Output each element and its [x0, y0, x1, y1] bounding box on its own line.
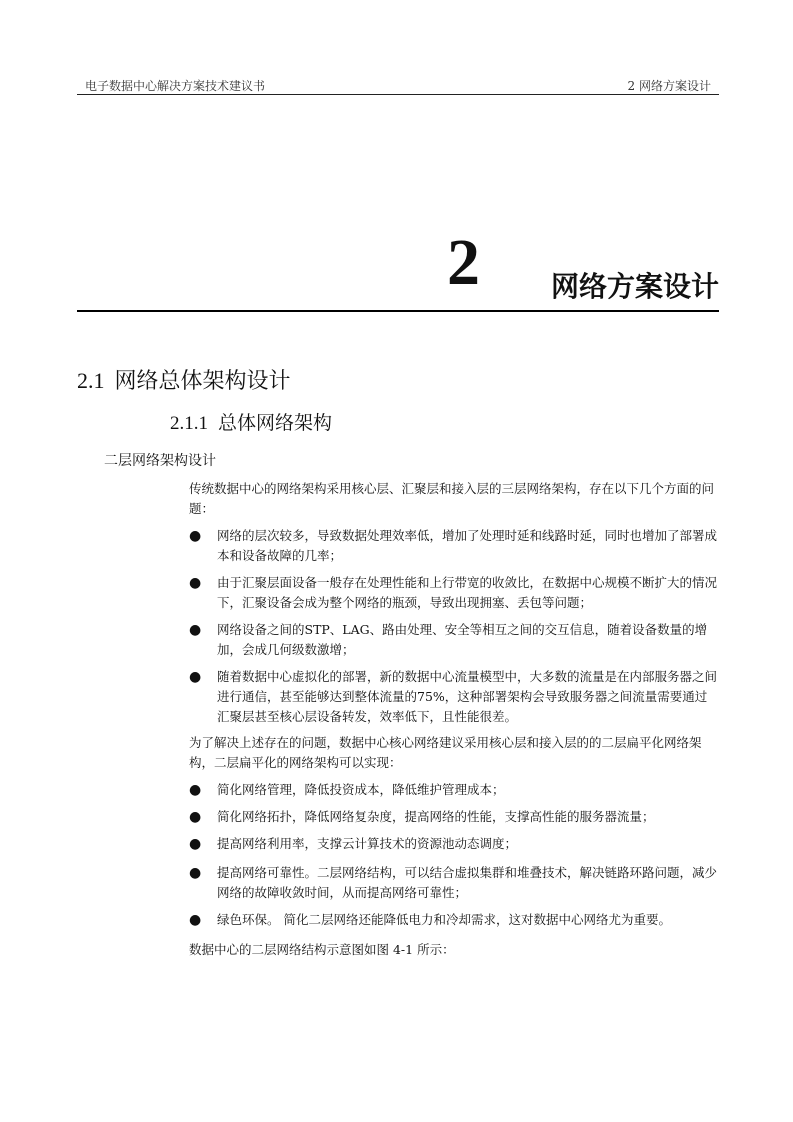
bullet-icon: ● — [189, 836, 202, 852]
header-chapter-title: 2 网络方案设计 — [627, 79, 711, 93]
section-number: 2.1 — [77, 368, 105, 393]
bullet-icon: ● — [189, 865, 202, 881]
section-title: 网络总体架构设计 — [114, 369, 291, 394]
header-doc-title: 电子数据中心解决方案技术建议书 — [85, 79, 266, 93]
list-item-text: 网络设备之间的STP、LAG、路由处理、安全等相互之间的交互信息，随着设备数量的增加，会成几何级数激增； — [217, 622, 708, 657]
list-item-text: 绿色环保。 简化二层网络还能降低电力和冷却需求，这对数据中心网络尤为重要。 — [217, 912, 671, 927]
list-item — [189, 834, 719, 854]
intro-paragraph: 传统数据中心的网络架构采用核心层、汇聚层和接入层的三层网络架构，存在以下几个方面的问题： — [189, 481, 715, 516]
subsection-title: 总体网络架构 — [218, 412, 333, 434]
list-item-text: 简化网络拓扑，降低网络复杂度，提高网络的性能，支撑高性能的服务器流量； — [217, 809, 655, 824]
section-heading — [77, 366, 291, 397]
list-item — [189, 780, 719, 800]
page-header — [77, 78, 719, 95]
bullet-icon: ● — [189, 528, 202, 544]
chapter-number: 2 — [447, 226, 480, 299]
list-item-text: 简化网络管理，降低投资成本，降低维护管理成本； — [217, 782, 505, 797]
figure-reference: 数据中心的二层网络结构示意图如图 4-1 所示： — [189, 942, 455, 957]
solution-paragraph: 为了解决上述存在的问题，数据中心核心网络建议采用核心层和接入层的的二层扁平化网络架构，二层扁平化的网络架构可以实现： — [189, 735, 702, 770]
chapter-heading — [77, 220, 719, 312]
list-item-text: 提高网络利用率，支撑云计算技术的资源池动态调度； — [217, 836, 518, 851]
list-item-text: 由于汇聚层面设备一般存在处理性能和上行带宽的收敛比，在数据中心规模不断扩大的情况下，汇聚设备会成为整个网络的瓶颈，导致出现拥塞、丢包等问题； — [217, 575, 718, 610]
bullet-icon: ● — [189, 912, 202, 928]
bullet-icon: ● — [189, 669, 202, 685]
list-item — [189, 526, 719, 566]
chapter-title: 网络方案设计 — [550, 270, 719, 303]
list-item — [189, 667, 719, 727]
list-item — [189, 573, 719, 613]
list-item-text: 网络的层次较多，导致数据处理效率低，增加了处理时延和线路时延，同时也增加了部署成本和设备故障的几率； — [217, 528, 718, 563]
list-item — [189, 807, 719, 827]
list-item — [189, 620, 719, 660]
list-item-text: 随着数据中心虚拟化的部署，新的数据中心流量模型中，大多数的流量是在内部服务器之间进行通信，甚至能够达到整体流量的75%，这种部署架构会导致服务器之间流量需要通过汇聚层甚至核心层设备转发，效率低下，且性能很差。 — [217, 669, 718, 724]
list-item — [189, 910, 719, 930]
list-item-text: 提高网络可靠性。二层网络结构，可以结合虚拟集群和堆叠技术，解决链路环路问题，减少网络的故障收敛时间，从而提高网络可靠性； — [217, 865, 718, 900]
subheading: 二层网络架构设计 — [104, 453, 216, 469]
bullet-icon: ● — [189, 782, 202, 798]
bullet-icon: ● — [189, 809, 202, 825]
subsection-number: 2.1.1 — [170, 413, 208, 434]
bullet-icon: ● — [189, 622, 202, 638]
subsection-heading — [170, 410, 332, 437]
list-item — [189, 863, 719, 903]
bullet-icon: ● — [189, 575, 202, 591]
